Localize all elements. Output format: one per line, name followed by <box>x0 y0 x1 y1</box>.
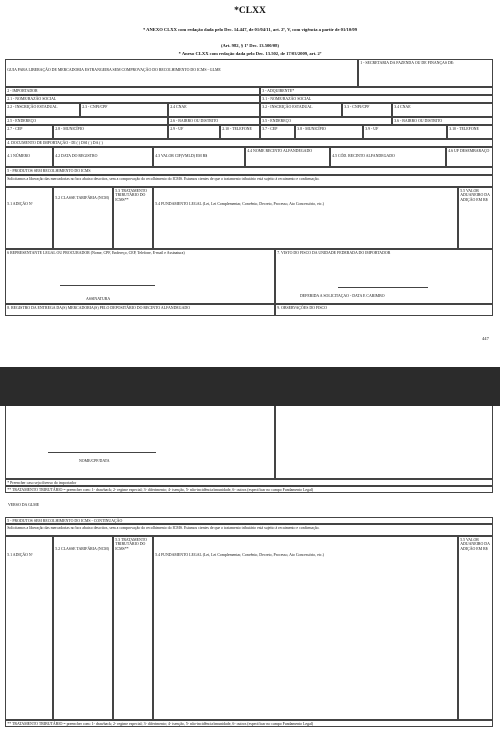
imp-telefone-cell: 2.10 - TELEFONE <box>220 125 260 139</box>
adq-telefone-cell: 3.10 - TELEFONE <box>447 125 493 139</box>
page-separator <box>0 367 500 406</box>
annex-title: *CLXX <box>234 6 266 16</box>
imp-endereco-cell: 2.5 - ENDEREÇO <box>5 117 168 125</box>
col-adicao-2: 5.1 ADIÇÃO Nº <box>5 536 53 720</box>
solicitacao-text-2: Solicitamos a liberação das mercadorias no box abaixo descritos, sem a comprovação do recolhimento do ICMS. Estamos cientes de que o tratamento tributário está sujeito à recaimento e confirmação. <box>5 524 493 536</box>
solicitacao-text: Solicitamos a liberação das mercadorias no box abaixo descritos, sem a comprovação do recolhimento do ICMS. Estamos cientes de que o tratamento tributário está sujeito à recaimento e confirmação. <box>5 175 493 187</box>
observacoes-fisco-cell: 9. OBSERVAÇÕES DO FISCO <box>275 304 493 316</box>
adq-endereco-cell: 3.5 - ENDEREÇO <box>260 117 392 125</box>
col-valor-aduaneiro: 5.5 VALOR ADUANEIRO DA ADIÇÃO EM R$ <box>458 187 493 249</box>
footnote-tratamento-2: ** TRATAMENTO TRIBUTÁRIO = preencher com: 1- drawback; 2- regime especial; 3- diferimento; 4- isenção, 5- não-incidência/imunidade, 6- outros (especificar no campo Fundamento Legal) <box>5 720 493 727</box>
col-fundamento-legal: 5.4 FUNDAMENTO LEGAL (Lei, Lei Complementar, Convênio, Decreto, Processo, Ato Concessório, etc.) <box>153 187 458 249</box>
imp-cnpj-cell: 2.3 - CNPJ/CPF <box>80 103 168 117</box>
legal-reference: (Art. 982, § 1º Dec. 13.500/08) <box>220 43 280 48</box>
deferida-line <box>338 287 428 288</box>
document-page-1 <box>0 0 500 367</box>
representante-cell <box>5 249 275 304</box>
doc-numero-cell: 4.1 NÚMERO <box>5 147 53 167</box>
doc-data-cell: 4.2 DATA DO REGISTRO <box>53 147 153 167</box>
annex-wording-note-2: * Anexo CLXX com redação dada pelo Dec. 13.502, de 17/03/2009, art. 2º <box>178 51 322 56</box>
produtos-cont-header: 5 - PRODUTOS SEM RECOLHIMENTO DO ICMS - CONTINUAÇÃO <box>5 517 493 524</box>
adq-uf-cell: 3.9 - UF <box>363 125 447 139</box>
adq-ie-cell: 3.2 - INSCRIÇÃO ESTADUAL <box>260 103 342 117</box>
guia-title-cell: GUIA PARA LIBERAÇÃO DE MERCADORIA ESTRANGEIRA SEM COMPROVAÇÃO DO RECOLHIMENTO DO ICMS - GLME <box>5 59 358 87</box>
imp-nome-cell: 2.1 - NOME/RAZÃO SOCIAL <box>5 95 260 103</box>
col-classe-tarifaria: 5.2 CLASSE TARIFÁRIA (NCM) <box>53 187 113 249</box>
col-classe-tarifaria-2: 5.2 CLASSE TARIFÁRIA (NCM) <box>53 536 113 720</box>
imp-uf-cell: 2.9 - UF <box>168 125 220 139</box>
adq-municipio-cell: 3.8 - MUNICÍPIO <box>295 125 363 139</box>
imp-bairro-cell: 2.6 - BAIRRO OU DISTRITO <box>168 117 260 125</box>
secretaria-cell: 1 - SECRETARIA DA FAZENDA OU DE FINANÇAS DE: <box>358 59 493 87</box>
deferida-label: DEFERIDA A SOLICITAÇÃO - DATA E CARIMBO <box>300 294 385 298</box>
visto-fisco-label: 7. VISTO DO FISCO DA UNIDADE FEDERADA DO IMPORTADOR <box>277 250 391 255</box>
importador-header: 2 - IMPORTADOR <box>5 87 260 95</box>
representante-continued-cell <box>5 406 275 479</box>
registro-entrega-cell: 8. REGISTRO DA ENTREGA DA(S) MERCADORIA(S) PELO DEPOSITÁRIO DO RECINTO ALFANDEGADO <box>5 304 275 316</box>
adquirente-header: 3 - ADQUIRENTE* <box>260 87 493 95</box>
nome-cpf-label: NOME/CPF/DATA <box>79 459 110 463</box>
adq-cnae-cell: 3.4 CNAE <box>392 103 493 117</box>
visto-continued-cell <box>275 406 493 479</box>
adq-nome-cell: 3.1 - NOME/RAZÃO SOCIAL <box>260 95 493 103</box>
doc-import-header: 4. DOCUMENTO DE IMPORTAÇÃO - DI ( ) DSI ( ) DA ( ) <box>5 139 493 147</box>
adq-cnpj-cell: 3.3 - CNPJ/CPF <box>342 103 392 117</box>
col-tratamento-2: 5.3 TRATAMENTO TRIBUTÁRIO DO ICMS** <box>113 536 153 720</box>
col-fundamento-legal-2: 5.4 FUNDAMENTO LEGAL (Lei, Lei Complementar, Convênio, Decreto, Processo, Ato Concessório, etc.) <box>153 536 458 720</box>
adq-cep-cell: 3.7 - CEP <box>260 125 295 139</box>
col-adicao: 5.1 ADIÇÃO Nº <box>5 187 53 249</box>
assinatura-line <box>60 285 155 286</box>
col-tratamento: 5.3 TRATAMENTO TRIBUTÁRIO DO ICMS** <box>113 187 153 249</box>
document-page-2 <box>0 406 500 735</box>
imp-ie-cell: 2.2 - INSCRIÇÃO ESTADUAL <box>5 103 80 117</box>
imp-cep-cell: 2.7 - CEP <box>5 125 53 139</box>
imp-cnae-cell: 2.4 CNAE <box>168 103 260 117</box>
doc-cod-recinto-cell: 4.5 CÓD. RECINTO ALFANDEGADO <box>330 147 446 167</box>
representante-label: 6 REPRESENTANTE LEGAL OU PROCURADOR (Nome, CPF, Endereço, CEP, Telefone, E-mail e Assinatura) <box>7 250 185 255</box>
page-number: 447 <box>482 336 489 341</box>
doc-valor-cell: 4.3 VALOR CIF(VMLD) EM R$ <box>153 147 245 167</box>
adq-bairro-cell: 3.6 - BAIRRO OU DISTRITO <box>392 117 493 125</box>
doc-recinto-cell: 4.4 NOME RECINTO ALFANDEGADO <box>245 147 330 167</box>
footnote-tratamento: ** TRATAMENTO TRIBUTÁRIO = preencher com: 1- drawback; 2- regime especial; 3- diferimento; 4- isenção, 5- não-incidência/imunidade, 6- outros (especificar no campo Fundamento Legal) <box>5 486 493 493</box>
doc-uf-cell: 4.6 UF DESEMBARAÇO <box>446 147 493 167</box>
nome-cpf-line <box>48 452 156 453</box>
footnote-adquirente: * Preencher caso seja diverso do importador <box>5 479 493 486</box>
produtos-header: 5 - PRODUTOS SEM RECOLHIMENTO DO ICMS <box>5 167 493 175</box>
imp-municipio-cell: 2.8 - MUNICÍPIO <box>53 125 168 139</box>
verso-label: VERSO DA GLME <box>8 503 40 507</box>
col-valor-aduaneiro-2: 5.5 VALOR ADUANEIRO DA ADIÇÃO EM R$ <box>458 536 493 720</box>
annex-wording-note: * ANEXO CLXX com redação dada pelo Dec. 14.447, de 01/04/11, art. 2º, V, com vigência a partir de 01/10/09 <box>142 27 357 32</box>
assinatura-label: ASSINATURA <box>86 297 111 301</box>
